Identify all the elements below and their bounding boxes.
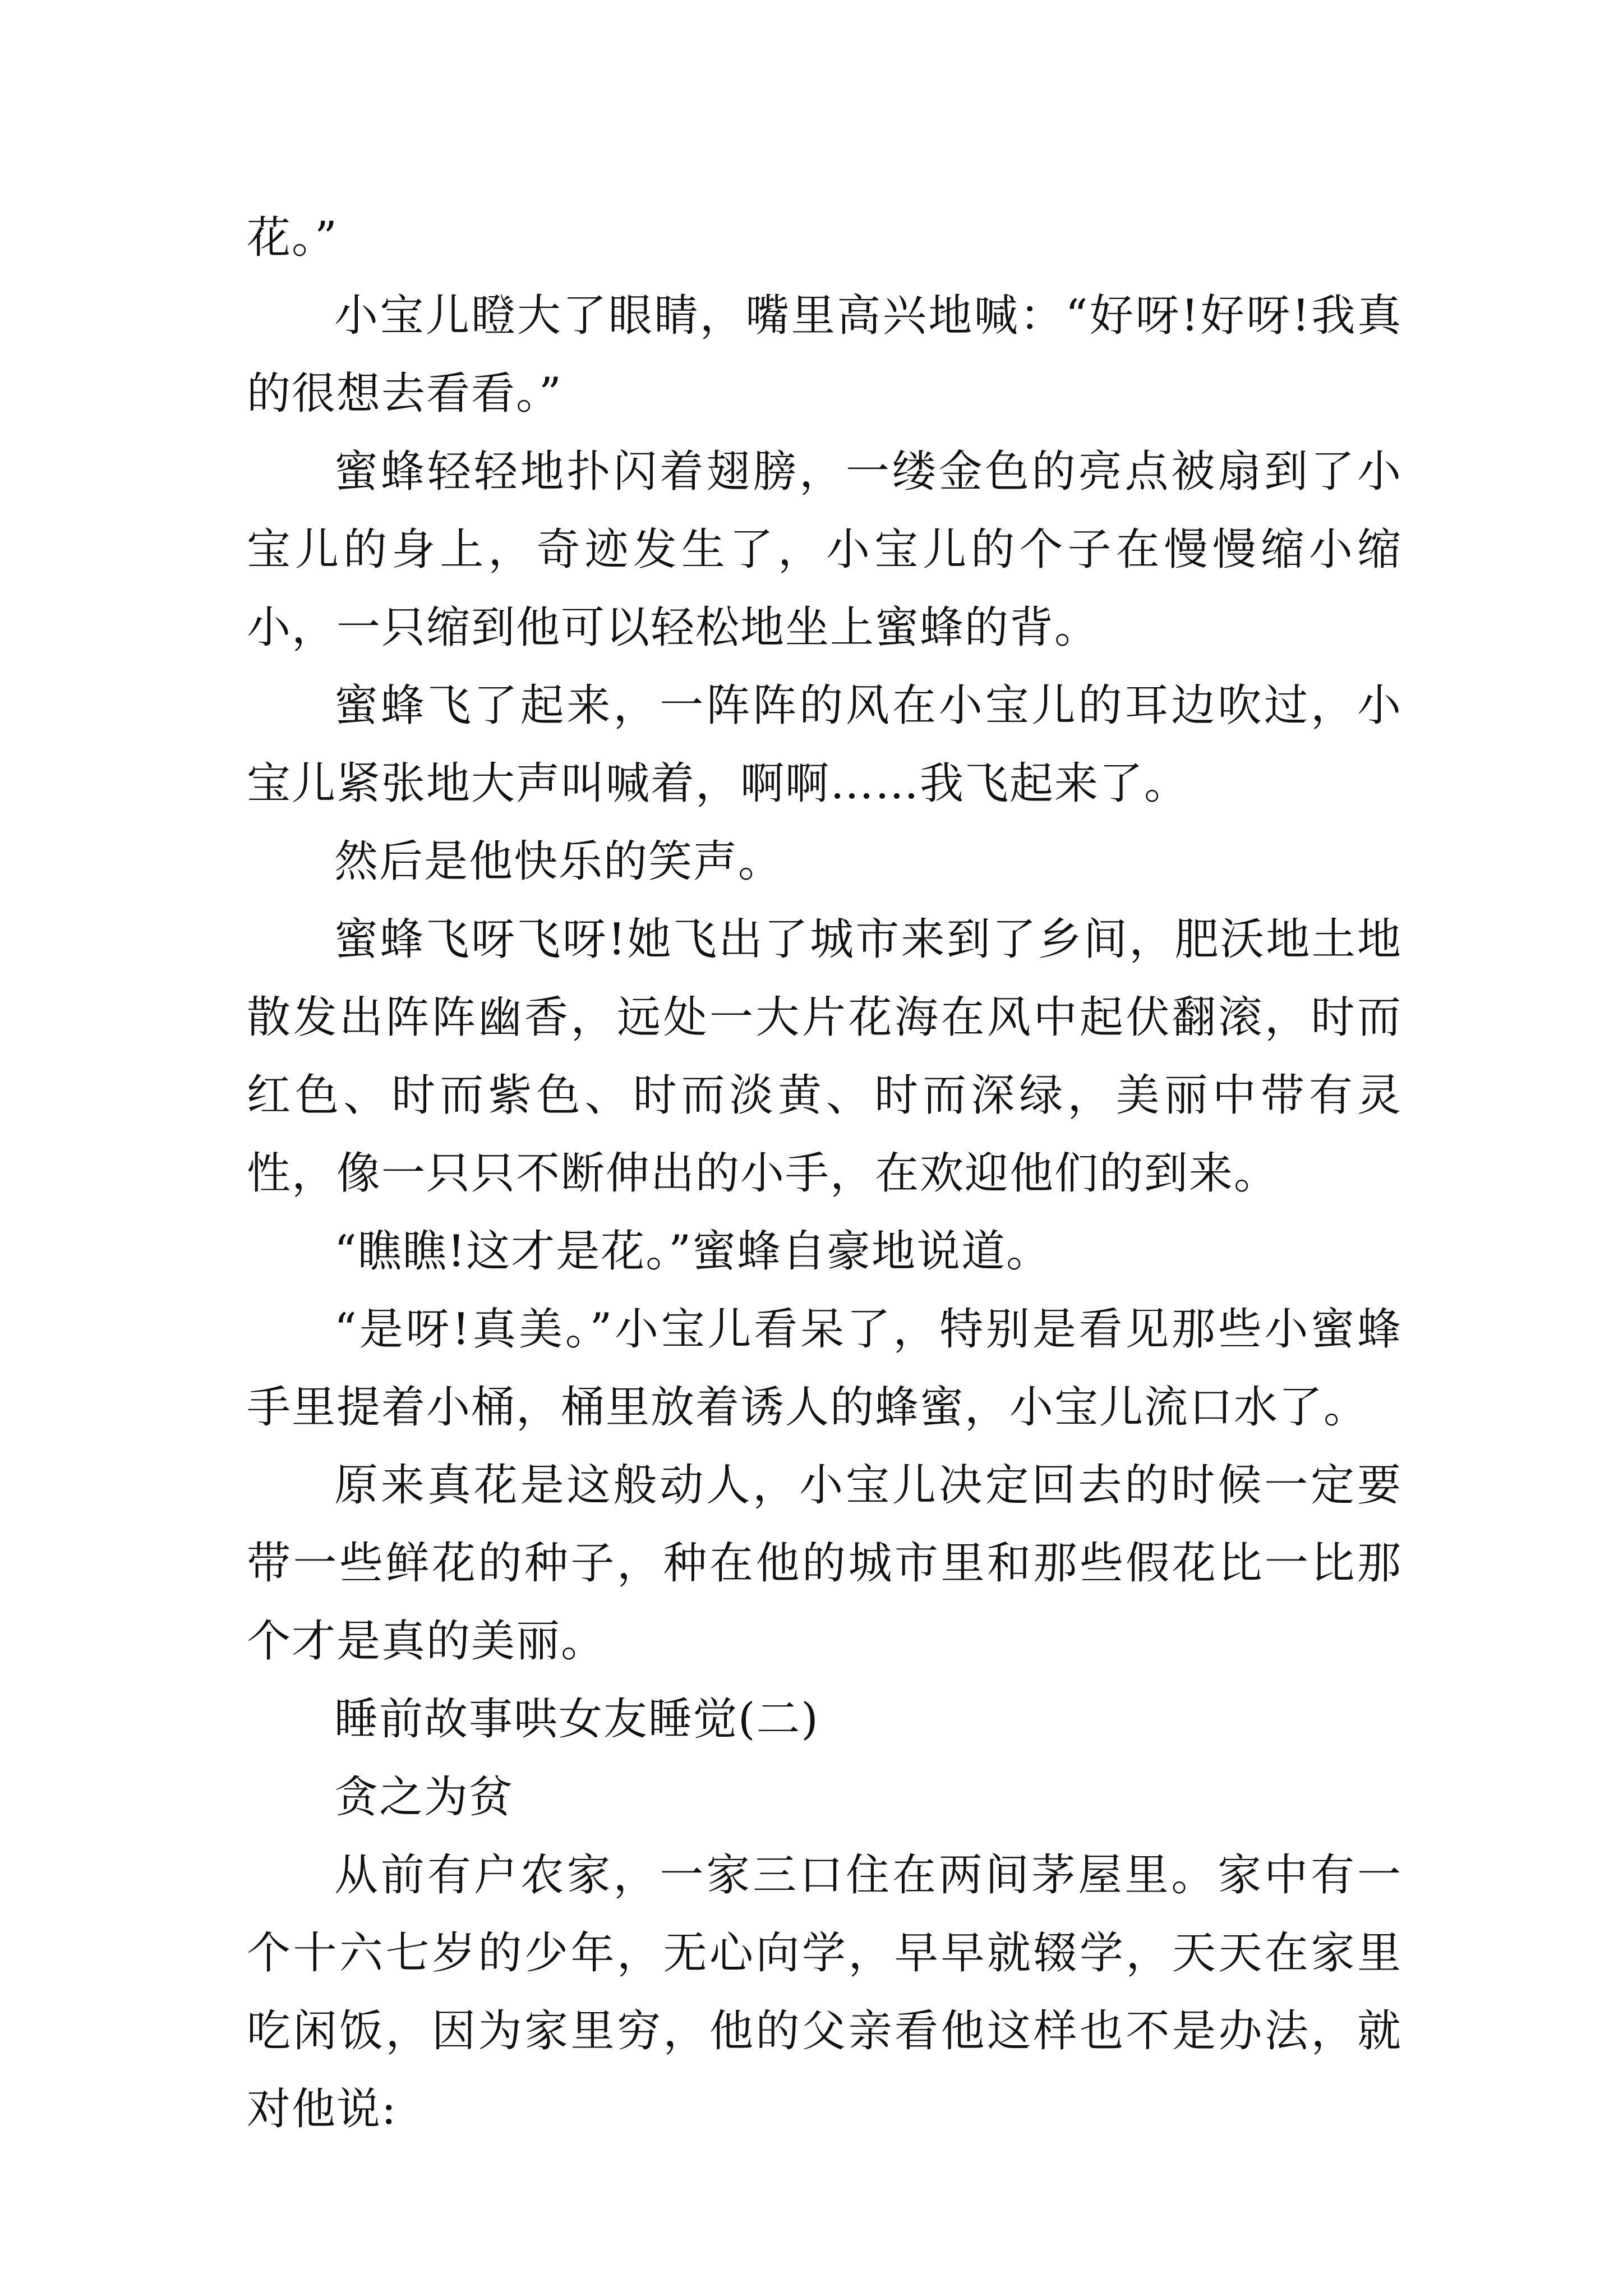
paragraph-5: 然后是他快乐的笑声。	[334, 836, 783, 887]
paragraph-9: 原来真花是这般动人，小宝儿决定回去的时候一定要带一些鲜花的种子，种在他的城市里和那些假花比一比那个才是真的美丽。	[247, 1460, 1402, 1667]
paragraph-8: “是呀!真美。”小宝儿看呆了，特别是看见那些小蜜蜂手里提着小桶，桶里放着诱人的蜂蜜，小宝儿流口水了。	[247, 1304, 1402, 1433]
story-title: 贪之为贫	[334, 1772, 514, 1823]
section-heading: 睡前故事哄女友睡觉(二)	[334, 1694, 819, 1745]
paragraph-1: 花。”	[247, 213, 338, 263]
paragraph-3: 蜜蜂轻轻地扑闪着翅膀，一缕金色的亮点被扇到了小宝儿的身上，奇迹发生了，小宝儿的个子在慢慢缩小缩小，一只缩到他可以轻松地坐上蜜蜂的背。	[247, 447, 1402, 653]
document-body	[247, 199, 1402, 2148]
paragraph-12: 从前有户农家，一家三口住在两间茅屋里。家中有一个十六七岁的少年，无心向学，早早就辍学，天天在家里吃闲饭，因为家里穷，他的父亲看他这样也不是办法，就对他说:	[247, 1850, 1402, 2134]
paragraph-6: 蜜蜂飞呀飞呀!她飞出了城市来到了乡间，肥沃地土地散发出阵阵幽香，远处一大片花海在风中起伏翻滚，时而红色、时而紫色、时而淡黄、时而深绿，美丽中带有灵性，像一只只不断伸出的小手，在欢迎他们的到来。	[247, 914, 1402, 1199]
paragraph-4: 蜜蜂飞了起来，一阵阵的风在小宝儿的耳边吹过，小宝儿紧张地大声叫喊着，啊啊……我飞起来了。	[247, 680, 1402, 809]
paragraph-7: “瞧瞧!这才是花。”蜜蜂自豪地说道。	[334, 1226, 1052, 1277]
paragraph-2: 小宝儿瞪大了眼睛，嘴里高兴地喊：“好呀!好呀!我真的很想去看看。”	[247, 291, 1402, 419]
